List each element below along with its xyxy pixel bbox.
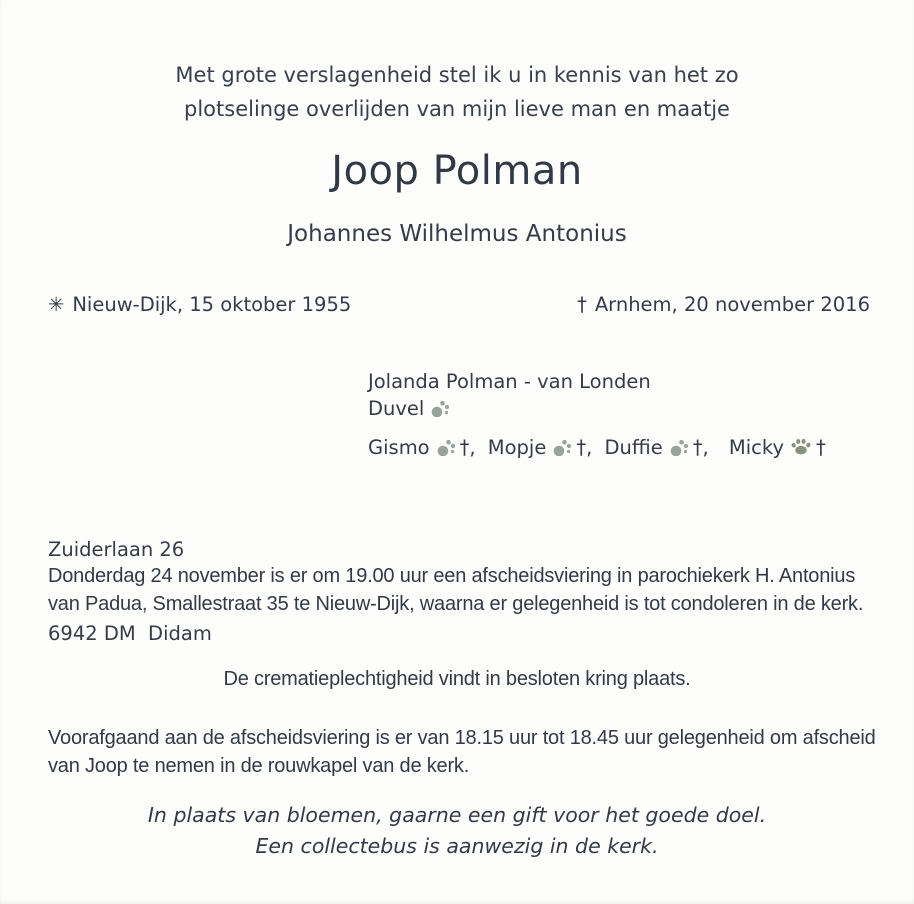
dates-row [48, 293, 870, 316]
paw-icon [669, 439, 689, 456]
pet-dagger: †, [576, 436, 593, 459]
closing-text [0, 800, 914, 862]
death-date [577, 293, 870, 316]
paw-icon [436, 439, 456, 456]
visitation-paragraph: Voorafgaand aan de afscheidsviering is er van 18.15 uur tot 18.45 uur gelegenheid om afscheid van Joop te nemen in de rouwkapel van de kerk. [48, 727, 876, 777]
pet-entry [368, 436, 476, 459]
pet-entry [729, 436, 826, 459]
birth-star-icon: ✳ [48, 293, 65, 316]
pets-deceased-row [368, 434, 832, 461]
pet-name: Micky [728, 436, 784, 459]
paw-icon [430, 400, 450, 417]
intro-line-2: plotselinge overlijden van mijn lieve man en maatje [184, 97, 730, 121]
service-paragraph: Donderdag 24 november is er om 19.00 uur een afscheidsviering in parochiekerk H. Antonius van Padua, Smallestraat 35 te Nieuw-Dijk, waarna er gelegenheid is tot condoleren in de kerk. [48, 565, 864, 615]
birth-date [48, 293, 351, 316]
spouse-name: Jolanda Polman - van Londen [368, 370, 651, 393]
pet-dagger: † [816, 436, 826, 459]
pet-entry [488, 436, 593, 459]
address-street: Zuiderlaan 26 [48, 538, 185, 561]
intro-line-1: Met grote verslagenheid stel ik u in kennis van het zo [175, 63, 739, 87]
dog-paw-icon [790, 437, 812, 456]
death-date-text: Arnhem, 20 november 2016 [594, 293, 870, 316]
birth-date-text: Nieuw-Dijk, 15 oktober 1955 [72, 293, 352, 316]
pet-dagger: †, [459, 436, 476, 459]
deceased-full-name: Johannes Wilhelmus Antonius [287, 221, 627, 247]
family-block [368, 368, 832, 461]
intro-text [0, 58, 914, 126]
closing-line-1: In plaats van bloemen, gaarne een gift voor het goede doel. [147, 803, 767, 827]
pet-dagger: †, [692, 436, 709, 459]
pet-name: Gismo [368, 436, 430, 459]
pet-name: Duffie [604, 436, 663, 459]
dagger-icon: † [577, 293, 587, 316]
address-city: 6942 DM Didam [48, 622, 212, 645]
pet-name: Mopje [487, 436, 547, 459]
cremation-line: De crematieplechtigheid vindt in besloten kring plaats. [223, 668, 691, 690]
paw-icon [552, 439, 572, 456]
pet-current-name: Duvel [368, 397, 425, 420]
pet-current-row [368, 395, 832, 422]
closing-line-2: Een collectebus is aanwezig in de kerk. [255, 834, 659, 858]
deceased-name: Joop Polman [331, 148, 583, 194]
pet-entry [605, 436, 709, 459]
